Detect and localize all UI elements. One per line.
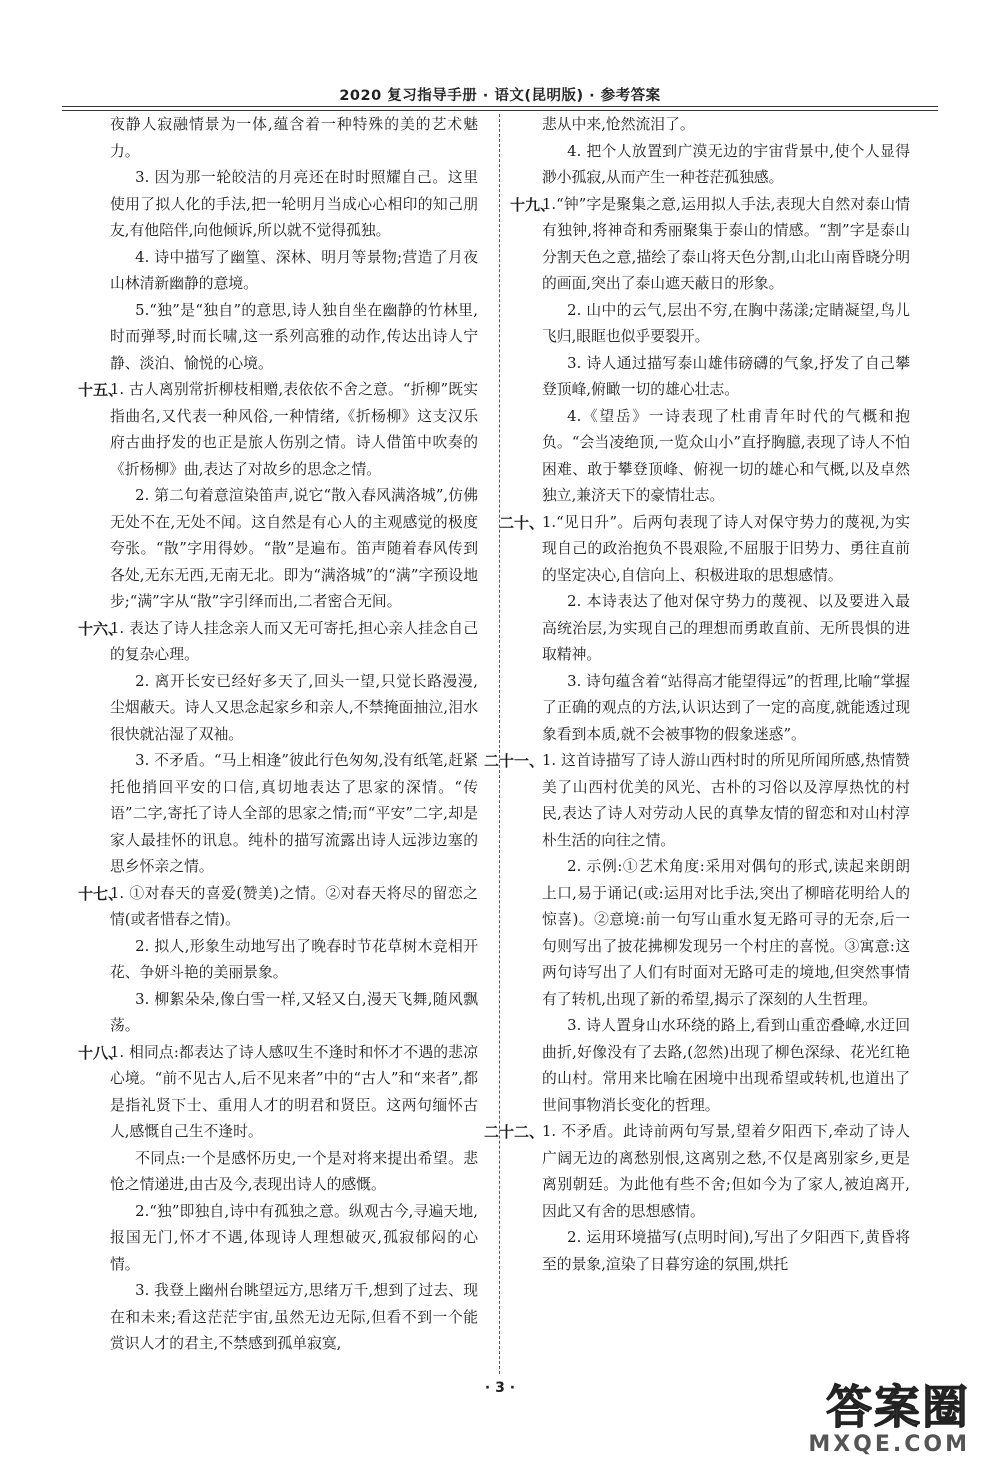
answer-section (78, 1040, 478, 1358)
answer-paragraph: 夜静人寂融情景为一体,蕴含着一种特殊的美的艺术魅力。 (110, 116, 478, 160)
column-divider (499, 114, 500, 1374)
answer-paragraph: 1. 这首诗描写了诗人游山西村时的所见所闻所感,热情赞美了山西村优美的风光、古朴的习俗以及淳厚热忱的村民,表达了诗人对劳动人民的真挚友情的留恋和对山村淳朴生活的向往之情。 (542, 752, 910, 849)
answer-section (78, 377, 478, 616)
answer-section (483, 1119, 910, 1278)
answer-paragraph: 4. 诗中描写了幽篁、深林、明月等景物;营造了月夜山林清新幽静的意境。 (110, 248, 478, 292)
answer-section-continued (510, 112, 910, 192)
answer-paragraph: 2. 示例:①艺术角度:采用对偶句的形式,读起来朗朗上口,易于诵记(或:运用对比手法,突出了柳暗花明给人的惊喜)。②意境:前一句写山重水复无路可寻的无奈,后一句则写出了披花拂柳发现另一个村庄的喜悦。③寓意:这两句诗写出了人们有时面对无路可走的境地,但突然事情有了转机,出现了新的希望,揭示了深刻的人生哲理。 (542, 858, 910, 1008)
answer-paragraph: 1. 古人离别常折柳枝相赠,表依依不舍之意。“折柳”既实指曲名,又代表一种风俗,一种情绪,《折杨柳》这支汉乐府古曲抒发的也正是旅人伤别之情。诗人借笛中吹奏的《折杨柳》曲,表达了对故乡的思念之情。 (110, 381, 478, 478)
answer-paragraph: 4.《望岳》一诗表现了杜甫青年时代的气概和抱负。“会当凌绝顶,一览众山小”直抒胸臆,表现了诗人不怕困难、敢于攀登顶峰、俯视一切的雄心和气概,以及卓然独立,兼济天下的豪情壮志。 (542, 407, 910, 504)
answer-paragraph: 3. 不矛盾。“马上相逢”彼此行色匆匆,没有纸笔,赶紧托他捎回平安的口信,真切地表达了思家的深情。“传语”二字,寄托了诗人全部的思家之情;而“平安”二字,却是家人最挂怀的讯息。纯朴的描写流露出诗人远涉边塞的思乡怀亲之情。 (110, 752, 478, 875)
answer-paragraph: 1. 相同点:都表达了诗人感叹生不逢时和怀才不遇的悲凉心境。“前不见古人,后不见来者”中的“古人”和“来者”,都是指礼贤下士、重用人才的明君和贤臣。这两句缅怀古人,感慨自己生不逢时。 (110, 1043, 478, 1140)
answer-paragraph: 3. 我登上幽州台眺望远方,思绪万千,想到了过去、现在和未来;看这茫茫宇宙,虽然无边无际,但看不到一个能赏识人才的君主,不禁感到孤单寂寞, (110, 1282, 478, 1352)
answer-paragraph: 3. 柳絮朵朵,像白雪一样,又轻又白,漫天飞舞,随风飘荡。 (110, 990, 478, 1034)
answer-paragraph: 悲从中来,怆然流泪了。 (542, 116, 695, 133)
answer-paragraph: 1. 表达了诗人挂念亲人而又无可寄托,担心亲人挂念自己的复杂心理。 (110, 619, 478, 663)
answer-section (78, 616, 478, 881)
header-rule (62, 106, 938, 107)
answer-paragraph: 2. 离开长安已经好多天了,回头一望,只觉长路漫漫,尘烟蔽天。诗人又思念起家乡和亲人,不禁掩面抽泣,泪水很快就沾湿了双袖。 (110, 672, 478, 743)
answer-section-continued (78, 112, 478, 377)
watermark-url: MXQE.COM (808, 1432, 970, 1457)
section-number: 十八、 (78, 1043, 124, 1062)
header-rule-thin (62, 110, 938, 111)
left-column (78, 112, 478, 1358)
page-number: · 3 · (484, 1380, 516, 1396)
answer-paragraph: 3. 诗句蕴含着“站得高才能望得远”的哲理,比喻“掌握了正确的观点的方法,认识达到了一定的高度,就能透过现象看到本质,就不会被事物的假象迷惑”。 (542, 672, 910, 743)
answer-paragraph: 1.“钟”字是聚集之意,运用拟人手法,表现大自然对泰山情有独钟,将神奇和秀丽聚集于泰山的情感。“割”字是泰山分割天色之意,描绘了泰山将天色分割,山北山南昏晓分明的画面,突出了泰山遮天蔽日的形象。 (542, 195, 910, 292)
answer-paragraph: 1. ①对春天的喜爱(赞美)之情。②对春天将尽的留恋之情(或者惜春之情)。 (110, 884, 478, 928)
section-number: 二十二、 (483, 1123, 544, 1141)
page-header: 2020 复习指导手册 · 语文(昆明版) · 参考答案 (339, 88, 661, 104)
section-number: 二十、 (498, 513, 544, 532)
answer-paragraph: 2. 第二句着意渲染笛声,说它“散入春风满洛城”,仿佛无处不在,无处不闻。这自然是有心人的主观感觉的极度夸张。“散”字用得妙。“散”是遍布。笛声随着春风传到各处,无东无西,无南无北。即为“满洛城”的“满”字预设地步;“满”字从“散”字引绎而出,二者密合无间。 (110, 487, 478, 610)
right-column (483, 112, 910, 1278)
answer-paragraph: 3. 因为那一轮皎洁的月亮还在时时照耀自己。这里使用了拟人化的手法,把一轮明月当成心心相印的知己朋友,有他陪伴,向他倾诉,所以就不觉得孤独。 (110, 169, 478, 239)
answer-section (483, 748, 910, 1119)
answer-section (78, 881, 478, 1040)
section-number: 十七、 (78, 884, 124, 903)
watermark-logo (808, 1382, 970, 1457)
section-number: 十九、 (510, 195, 556, 214)
answer-paragraph: 4. 把个人放置到广漠无边的宇宙背景中,使个人显得渺小孤寂,从而产生一种苍茫孤独感。 (542, 142, 910, 186)
answer-paragraph: 3. 诗人通过描写泰山雄伟磅礴的气象,抒发了自己攀登顶峰,俯瞰一切的雄心壮志。 (542, 354, 910, 398)
answer-paragraph: 2.“独”即独自,诗中有孤独之意。纵观古今,寻遍天地,报国无门,怀才不遇,体现诗人理想破灭,孤寂郁闷的心情。 (110, 1202, 478, 1273)
answer-paragraph: 2. 运用环境描写(点明时间),写出了夕阳西下,黄昏将至的景象,渲染了日暮穷途的氛围,烘托 (542, 1229, 910, 1273)
section-number: 十六、 (78, 619, 124, 638)
answer-paragraph: 1. 不矛盾。此诗前两句写景,望着夕阳西下,牵动了诗人广阔无边的离愁别恨,这离别之愁,不仅是离别家乡,更是离别朝廷。为此他有些不舍;但如今为了家人,被迫离开,因此又有舍的思想感情。 (542, 1123, 910, 1220)
answer-paragraph: 5.“独”是“独自”的意思,诗人独自坐在幽静的竹林里,时而弹琴,时而长啸,这一系列高雅的动作,传达出诗人宁静、淡泊、愉悦的心境。 (110, 301, 478, 372)
answer-paragraph: 不同点:一个是感怀历史,一个是对将来提出希望。悲怆之情递进,由古及今,表现出诗人的感慨。 (110, 1149, 478, 1193)
answer-paragraph: 2. 本诗表达了他对保守势力的蔑视、以及要进入最高统治层,为实现自己的理想而勇敢直前、无所畏惧的进取精神。 (542, 593, 910, 663)
answer-section (498, 510, 910, 749)
section-number: 二十一、 (483, 752, 544, 770)
answer-paragraph: 1.“见日升”。后两句表现了诗人对保守势力的蔑视,为实现自己的政治抱负不畏艰险,不屈服于旧势力、勇往直前的坚定决心,自信向上、积极进取的思想感情。 (542, 513, 910, 584)
watermark-title: 答案圈 (826, 1380, 970, 1434)
answer-paragraph: 2. 山中的云气,层出不穷,在胸中荡漾;定睛凝望,鸟儿飞归,眼眶也似乎要裂开。 (542, 301, 910, 345)
answer-paragraph: 2. 拟人,形象生动地写出了晚春时节花草树木竞相开花、争妍斗艳的美丽景象。 (110, 937, 478, 981)
section-number: 十五、 (78, 381, 124, 399)
answer-section (510, 192, 910, 510)
answer-paragraph: 3. 诗人置身山水环绕的路上,看到山重峦叠嶂,水迂回曲折,好像没有了去路,(忽然)出现了柳色深绿、花光红艳的山村。常用来比喻在困境中出现希望或转机,也道出了世间事物消长变化的哲理。 (542, 1017, 910, 1114)
